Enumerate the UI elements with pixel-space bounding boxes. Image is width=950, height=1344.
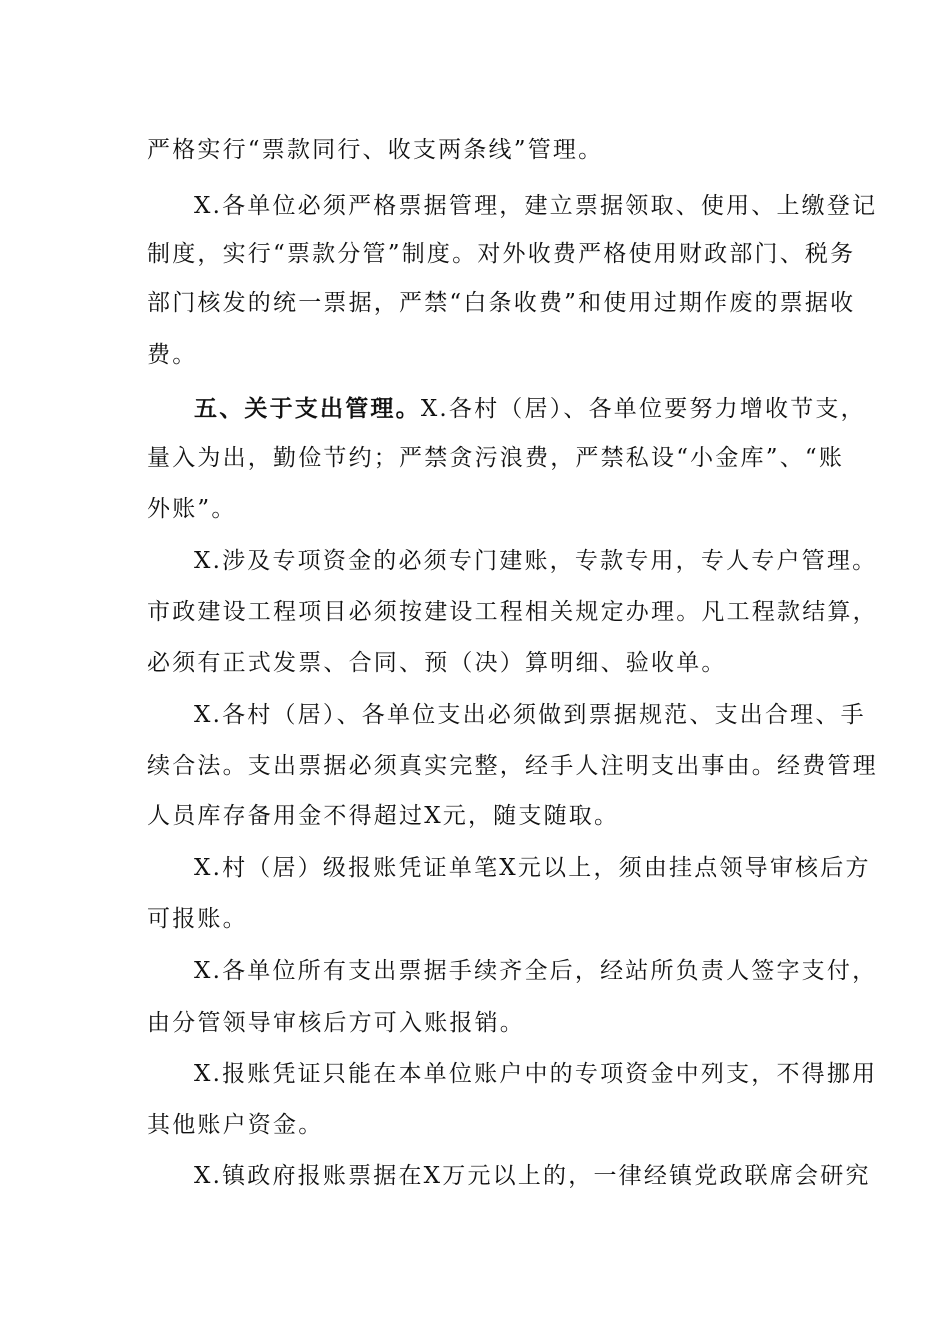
paragraph-line: X.报账凭证只能在本单位账户中的专项资金中列支，不得挪用 — [194, 1061, 878, 1087]
section-heading-line — [194, 393, 866, 425]
paragraph-line: 续合法。支出票据必须真实完整，经手人注明支出事由。经费管理 — [147, 753, 878, 779]
section-heading: 五、关于支出管理。 — [194, 395, 421, 422]
paragraph-line: X.镇政府报账票据在X万元以上的，一律经镇党政联席会研究 — [194, 1163, 871, 1189]
paragraph-line: 费。 — [147, 342, 198, 368]
paragraph-line: 严格实行“票款同行、收支两条线”管理。 — [147, 137, 604, 163]
paragraph-line: X.各单位必须严格票据管理，建立票据领取、使用、上缴登记 — [194, 193, 878, 219]
paragraph-line: 人员库存备用金不得超过X元，随支随取。 — [147, 803, 620, 829]
paragraph-line: 制度，实行“票款分管”制度。对外收费严格使用财政部门、税务 — [147, 241, 856, 267]
paragraph-line: 量入为出，勤俭节约；严禁贪污浪费，严禁私设“小金库”、“账 — [147, 445, 845, 471]
paragraph-line: X.村（居）级报账凭证单笔X元以上，须由挂点领导审核后方 — [194, 855, 871, 881]
paragraph-line: X.各单位所有支出票据手续齐全后，经站所负责人签字支付， — [194, 958, 878, 984]
paragraph-line: 必须有正式发票、合同、预（决）算明细、验收单。 — [147, 650, 727, 676]
paragraph-line: 可报账。 — [147, 906, 248, 932]
paragraph-line: X.涉及专项资金的必须专门建账，专款专用，专人专户管理。 — [194, 548, 878, 574]
paragraph-line: 外账”。 — [147, 496, 237, 522]
paragraph-line: 由分管领导审核后方可入账报销。 — [147, 1010, 525, 1036]
paragraph-line: X.各村（居）、各单位支出必须做到票据规范、支出合理、手 — [194, 702, 866, 728]
paragraph-line: 部门核发的统一票据，严禁“白条收费”和使用过期作废的票据收 — [147, 290, 856, 316]
paragraph-line: 其他账户资金。 — [147, 1112, 324, 1138]
section-heading-text: X.各村（居）、各单位要努力增收节支， — [420, 396, 866, 422]
paragraph-line: 市政建设工程项目必须按建设工程相关规定办理。凡工程款结算， — [147, 599, 878, 625]
